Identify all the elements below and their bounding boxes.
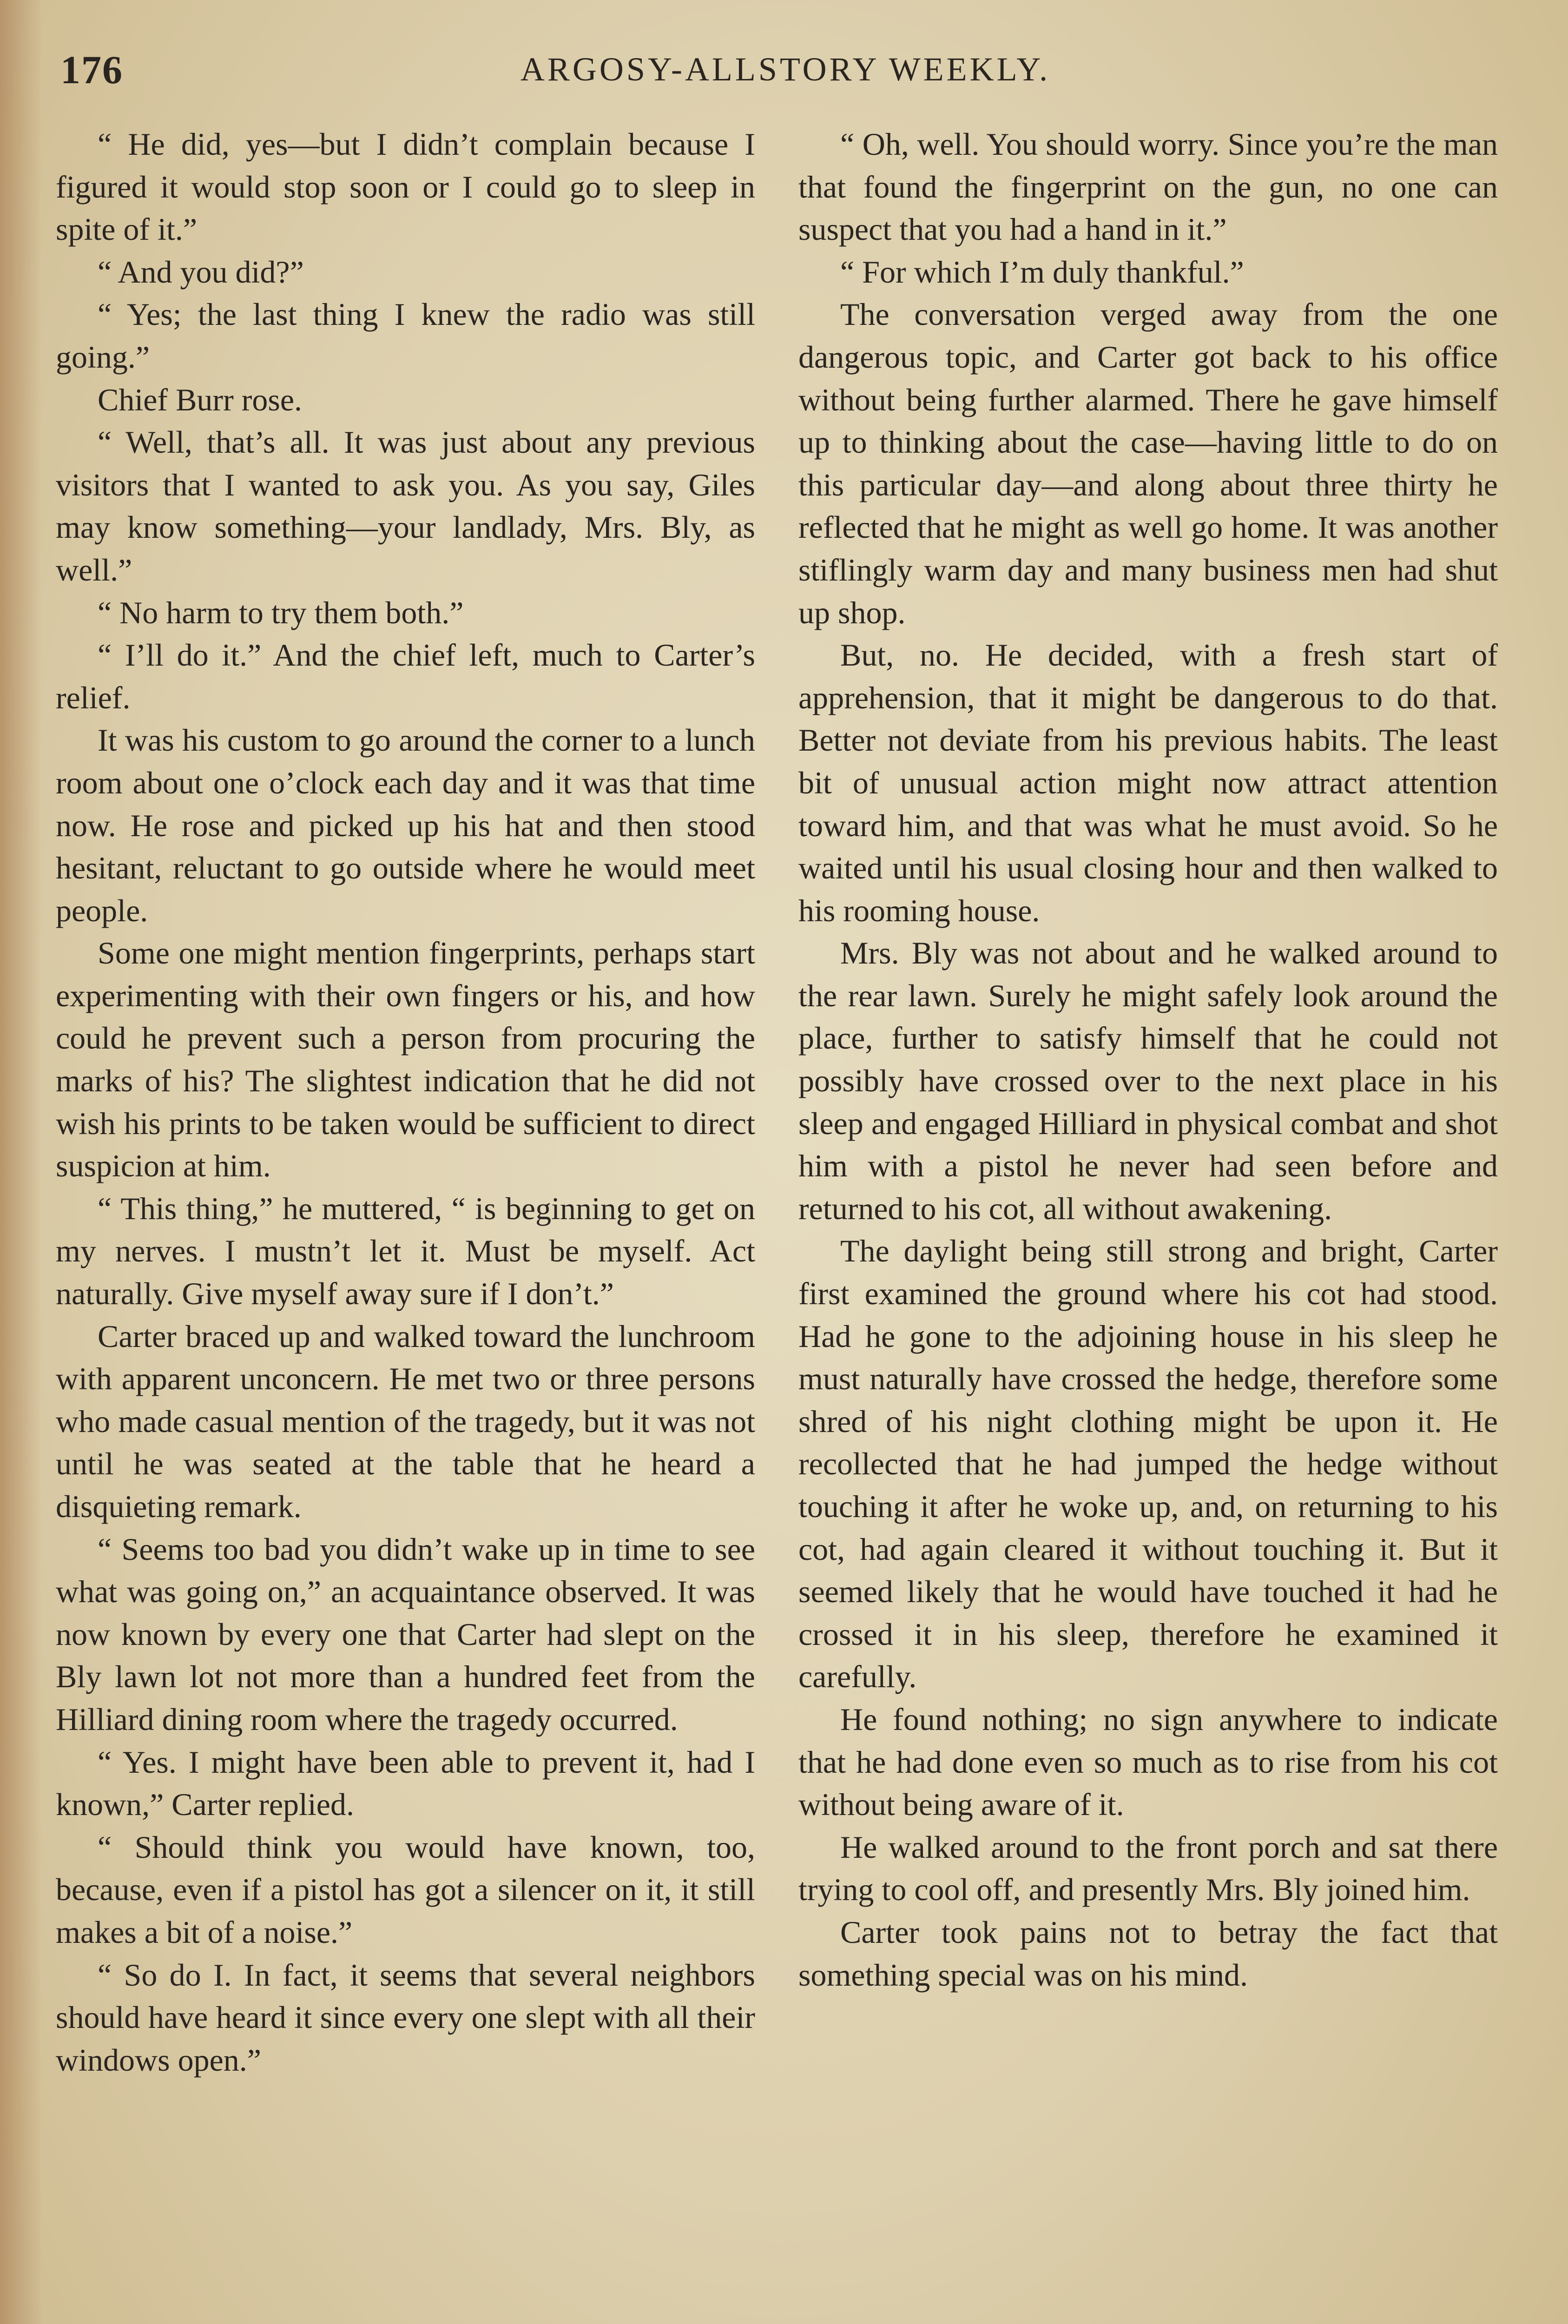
paragraph: “ Should think you would have known, too, because, even if a pistol has got a silencer on it, it still makes a bit of a noise.” [56, 1829, 755, 1950]
paragraph: The daylight being still strong and bright, Carter first examined the ground where his cot had stood. Had he gone to the adjoining house in his sleep he must naturally have crossed the hedge, therefore some shred of his night clothing might be upon it. He recollected that he had jumped the hedge without touching it after he woke up, and, on returning to his cot, had again cleared it without touching it. But it seemed likely that he would have touched it had he crossed it in his sleep, therefore he examined it carefully. [798, 1233, 1498, 1695]
paragraph: “ Seems too bad you didn’t wake up in time to see what was going on,” an acquaintance observed. It was now known by every one that Carter had slept on the Bly lawn lot not more than a hundred feet from the Hilliard dining room where the tragedy occurred. [56, 1531, 755, 1737]
paragraph: “ And you did?” [98, 254, 304, 290]
paragraph: But, no. He decided, with a fresh start of apprehension, that it might be dangerous to do that. Better not deviate from his previous habits. The least bit of unusual action might now attract attention toward him, and that was what he must avoid. So he waited until his usual closing hour and then walked to his rooming house. [798, 637, 1498, 928]
paragraph: Carter braced up and walked toward the lunchroom with apparent unconcern. He met two or three persons who made casual mention of the tragedy, but it was not until he was seated at the table that he heard a disquieting remark. [56, 1318, 755, 1524]
paragraph: Some one might mention fingerprints, perhaps start experimenting with their own fingers or his, and how could he prevent such a person from procuring the marks of his? The slightest indication that he did not wish his prints to be taken would be sufficient to direct suspicion at him. [56, 935, 755, 1184]
paragraph: He walked around to the front porch and sat there trying to cool off, and presently Mrs. Bly joined him. [798, 1829, 1498, 1908]
page-edge-shadow-left [0, 0, 42, 2324]
paragraph: “ Well, that’s all. It was just about any previous visitors that I wanted to ask you. As you say, Giles may know something—your landlady, Mrs. Bly, as well.” [56, 424, 755, 588]
paragraph: “ I’ll do it.” And the chief left, much to Carter’s relief. [56, 637, 755, 715]
paragraph: The conversation verged away from the one dangerous topic, and Carter got back to his office without being further alarmed. There he gave himself up to thinking about the case—having little to do on this particular day—and along about three thirty he reflected that he might as well go home. It was another stiflingly warm day and many business men had shut up shop. [798, 297, 1498, 630]
page-number: 176 [60, 47, 123, 92]
paragraph: He found nothing; no sign anywhere to indicate that he had done even so much as to rise from his cot without being aware of it. [798, 1701, 1498, 1822]
paragraph: “ This thing,” he muttered, “ is beginning to get on my nerves. I mustn’t let it. Must be myself. Act naturally. Give myself away sure if I don’t.” [56, 1190, 755, 1312]
paragraph: “ Oh, well. You should worry. Since you’re the man that found the fingerprint on the gun, no one can suspect that you had a hand in it.” [798, 126, 1498, 247]
paragraph: Chief Burr rose. [98, 382, 303, 417]
running-head: ARGOSY-ALLSTORY WEEKLY. [520, 51, 1051, 88]
paragraph: “ For which I’m duly thankful.” [840, 254, 1244, 290]
paragraph: “ Yes. I might have been able to prevent it, had I known,” Carter replied. [56, 1744, 755, 1822]
text-column-right [798, 123, 1498, 1996]
paragraph: “ No harm to try them both.” [98, 594, 464, 630]
paragraph: It was his custom to go around the corner to a lunch room about one o’clock each day and it was that time now. He rose and picked up his hat and then stood hesitant, reluctant to go outside where he would meet people. [56, 722, 755, 928]
paragraph: “ He did, yes—but I didn’t complain because I figured it would stop soon or I could go to sleep in spite of it.” [56, 126, 755, 247]
page-header [60, 46, 1510, 116]
text-column-left [56, 123, 755, 2081]
paragraph: “ So do I. In fact, it seems that several neighbors should have heard it since every one slept with all their windows open.” [56, 1957, 755, 2078]
paragraph: Mrs. Bly was not about and he walked around to the rear lawn. Surely he might safely look around the place, further to satisfy himself that he could not possibly have crossed over to the next place in his sleep and engaged Hilliard in physical combat and shot him with a pistol he never had seen before and returned to his cot, all without awakening. [798, 935, 1498, 1226]
paragraph: Carter took pains not to betray the fact that something special was on his mind. [798, 1914, 1498, 1993]
paragraph: “ Yes; the last thing I knew the radio was still going.” [56, 297, 755, 375]
